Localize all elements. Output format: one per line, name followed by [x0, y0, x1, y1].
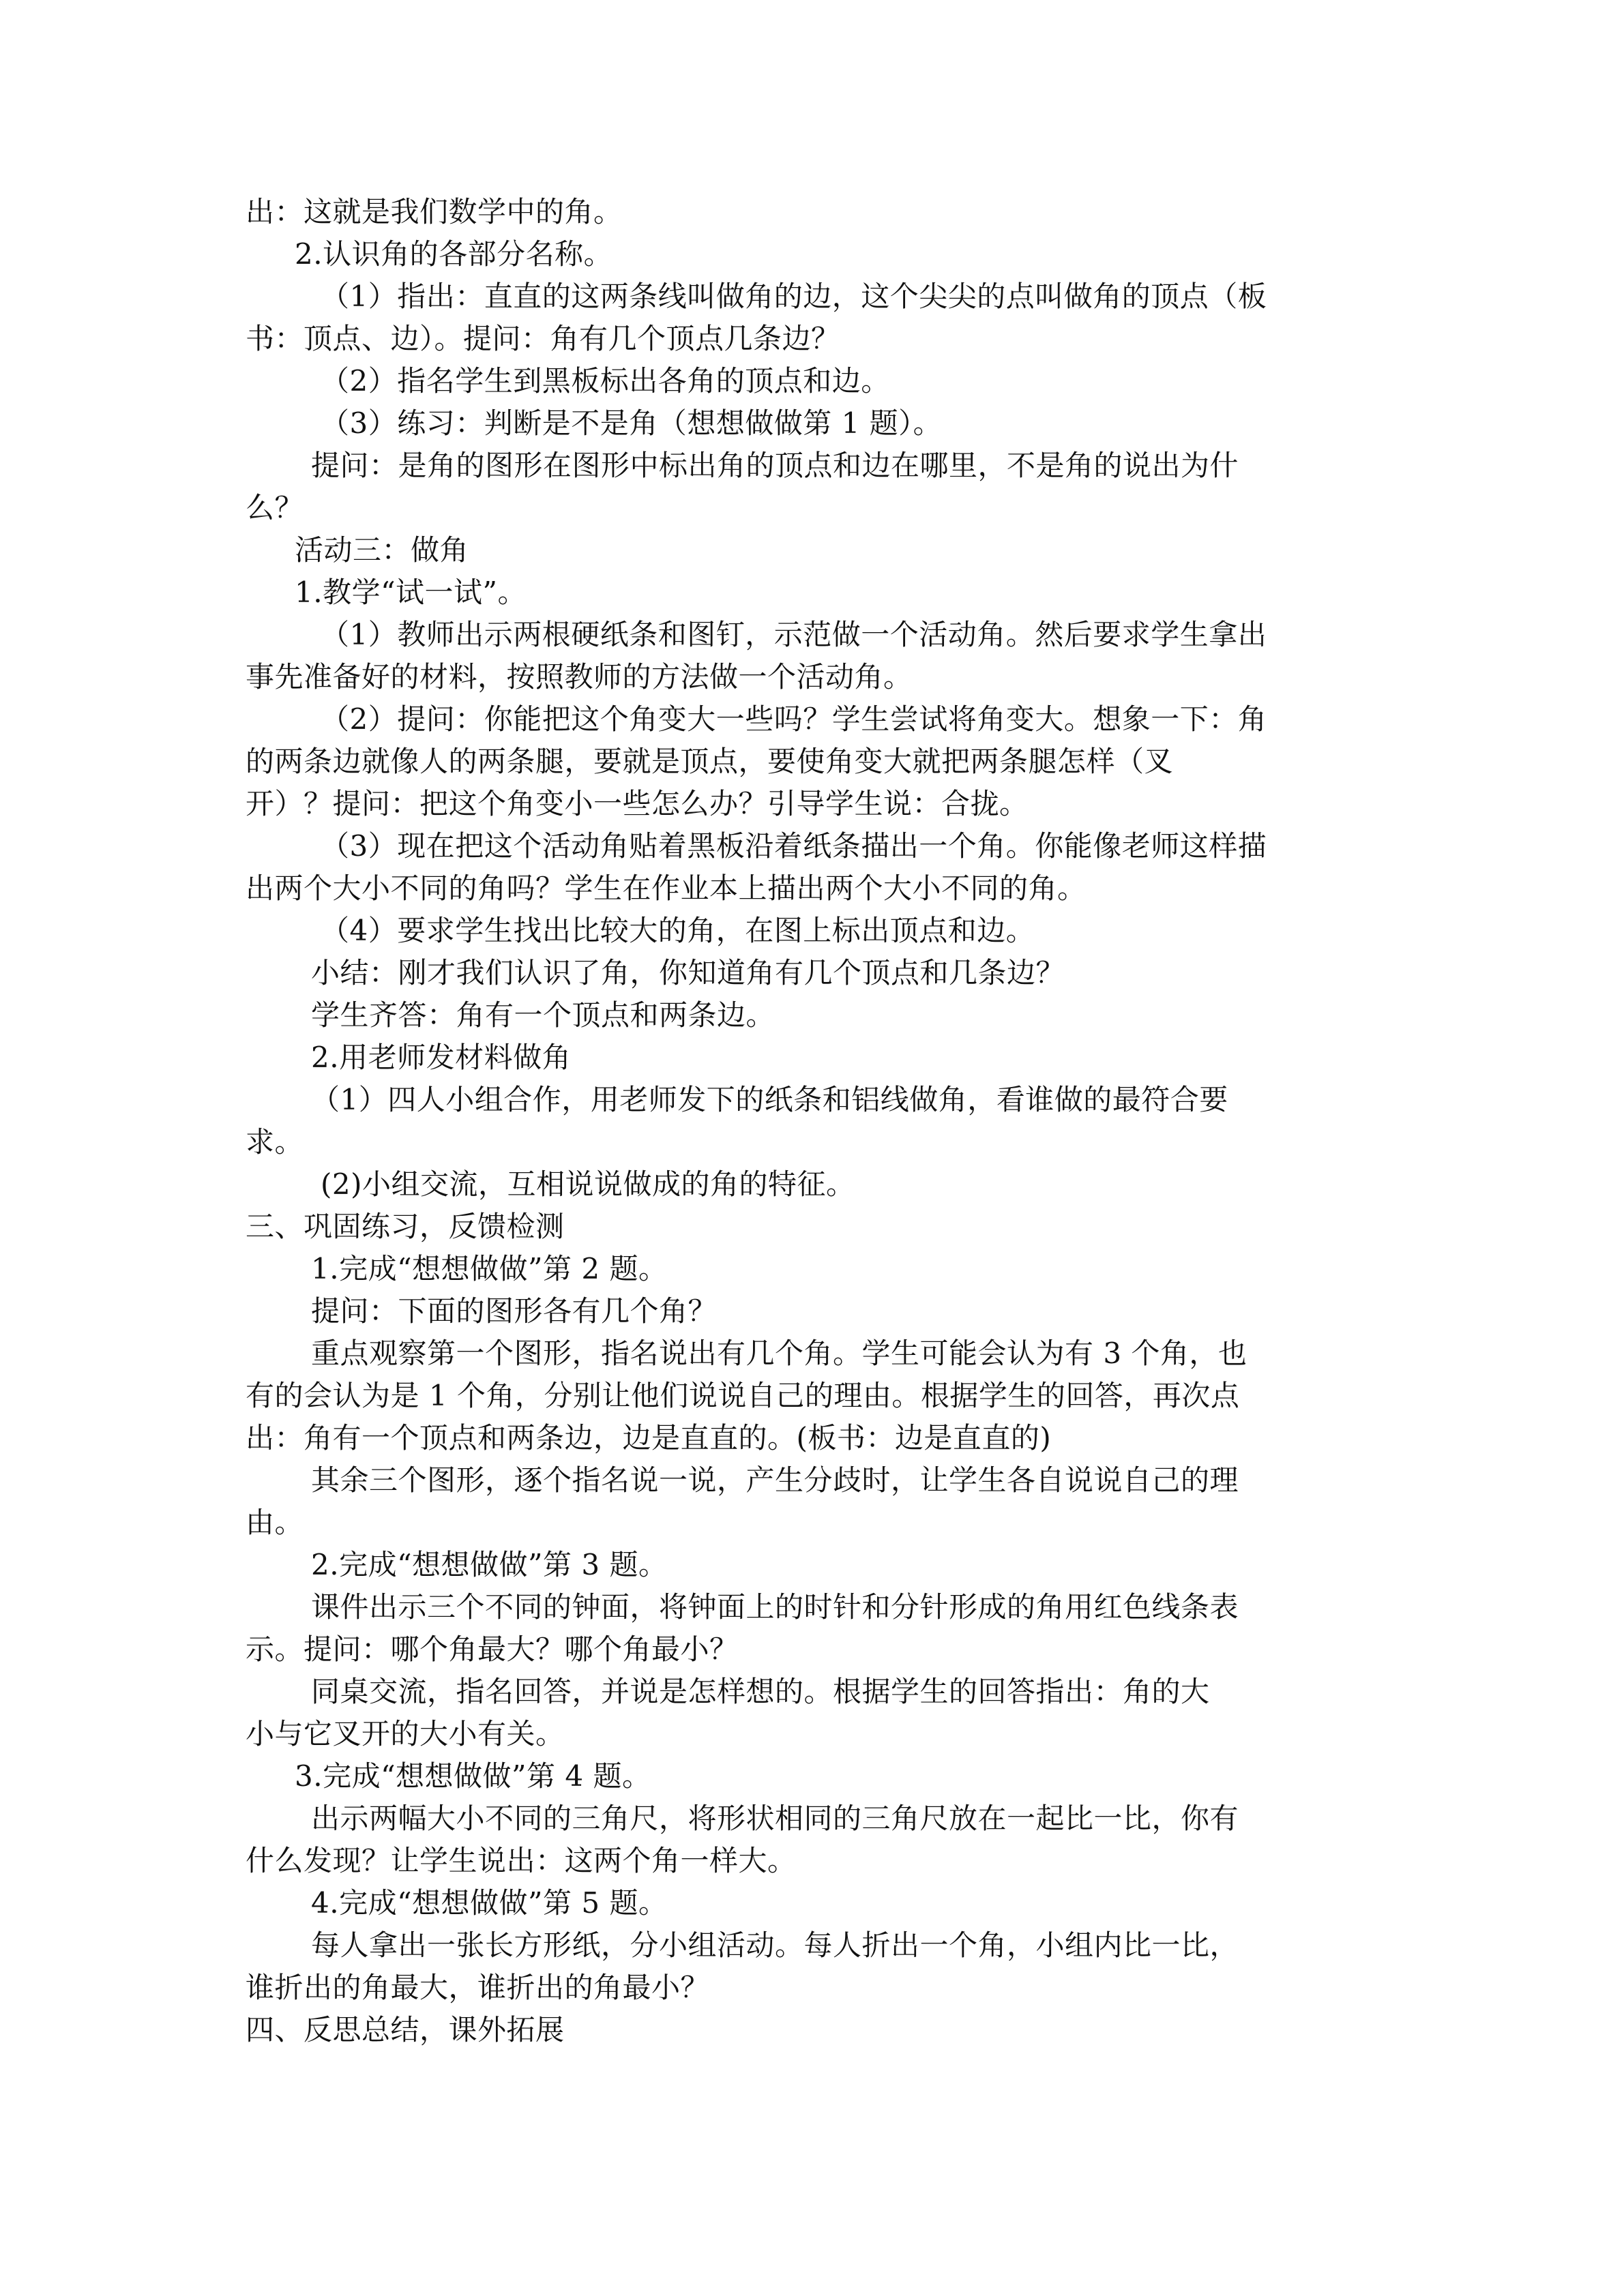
text-line: 出：角有一个顶点和两条边，边是直直的。(板书：边是直直的) — [246, 1421, 1052, 1455]
text-line: 2.完成“想想做做”第 3 题。 — [311, 1548, 668, 1581]
text-line: 3.完成“想想做做”第 4 题。 — [295, 1759, 651, 1793]
text-line: 2.认识角的各部分名称。 — [295, 237, 613, 271]
text-line: （1）指出：直直的这两条线叫做角的边，这个尖尖的点叫做角的顶点（板 — [321, 280, 1267, 313]
text-line: 四、反思总结，课外拓展 — [246, 2013, 565, 2046]
text-line: 小与它叉开的大小有关。 — [246, 1717, 565, 1750]
text-line: 示。提问：哪个角最大？哪个角最小？ — [246, 1632, 739, 1666]
text-line: （1）教师出示两根硬纸条和图钉，示范做一个活动角。然后要求学生拿出 — [321, 618, 1267, 651]
text-line: 三、巩固练习，反馈检测 — [246, 1210, 565, 1243]
text-line: 课件出示三个不同的钟面，将钟面上的时针和分针形成的角用红色线条表 — [311, 1590, 1239, 1624]
text-line: 有的会认为是 1 个角，分别让他们说说自己的理由。根据学生的回答，再次点 — [246, 1379, 1240, 1412]
text-line: （3）现在把这个活动角贴着黑板沿着纸条描出一个角。你能像老师这样描 — [321, 829, 1267, 863]
text-line: 1.完成“想想做做”第 2 题。 — [311, 1252, 668, 1285]
text-line: 由。 — [246, 1506, 304, 1539]
text-line: 1.教学“试一试”。 — [295, 576, 527, 609]
text-line: 每人拿出一张长方形纸，分小组活动。每人折出一个角，小组内比一比， — [311, 1928, 1239, 1962]
text-line: 出：这就是我们数学中的角。 — [246, 195, 623, 228]
text-line: 出两个大小不同的角吗？学生在作业本上描出两个大小不同的角。 — [246, 871, 1087, 905]
text-line: 求。 — [246, 1125, 304, 1159]
text-line: 开）？提问：把这个角变小一些怎么办？引导学生说：合拢。 — [246, 787, 1029, 820]
text-line: 小结：刚才我们认识了角，你知道角有几个顶点和几条边？ — [311, 956, 1065, 989]
text-line: 学生齐答：角有一个顶点和两条边。 — [311, 998, 776, 1032]
text-line: (2)小组交流，互相说说做成的角的特征。 — [321, 1167, 855, 1201]
text-line: （2）指名学生到黑板标出各角的顶点和边。 — [321, 364, 890, 398]
text-line: 重点观察第一个图形，指名说出有几个角。学生可能会认为有 3 个角，也 — [311, 1337, 1247, 1370]
text-line: 什么发现？让学生说出：这两个角一样大。 — [246, 1844, 797, 1877]
text-line: 的两条边就像人的两条腿，要就是顶点，要使角变大就把两条腿怎样（叉 — [246, 745, 1174, 778]
text-line: 同桌交流，指名回答，并说是怎样想的。根据学生的回答指出：角的大 — [311, 1675, 1210, 1708]
text-line: 么？ — [246, 491, 304, 524]
text-line: （4）要求学生找出比较大的角，在图上标出顶点和边。 — [321, 914, 1035, 947]
text-line: （2）提问：你能把这个角变大一些吗？学生尝试将角变大。想象一下：角 — [321, 702, 1267, 736]
text-line: 书：顶点、边）。提问：角有几个顶点几条边？ — [246, 322, 840, 355]
text-line: 4.完成“想想做做”第 5 题。 — [311, 1886, 668, 1920]
text-line: 其余三个图形，逐个指名说一说，产生分歧时，让学生各自说说自己的理 — [311, 1463, 1239, 1497]
text-line: 事先准备好的材料，按照教师的方法做一个活动角。 — [246, 660, 913, 694]
text-line: 出示两幅大小不同的三角尺，将形状相同的三角尺放在一起比一比，你有 — [311, 1802, 1239, 1835]
text-line: （3）练习：判断是不是角（想想做做第 1 题）。 — [321, 406, 943, 440]
text-line: 谁折出的角最大，谁折出的角最小？ — [246, 1971, 710, 2004]
text-line: 提问：是角的图形在图形中标出角的顶点和边在哪里，不是角的说出为什 — [311, 449, 1239, 482]
text-line: 2.用老师发材料做角 — [311, 1041, 572, 1074]
document-body — [246, 191, 1381, 2051]
text-line: （1）四人小组合作，用老师发下的纸条和铝线做角，看谁做的最符合要 — [311, 1083, 1228, 1116]
text-line: 提问：下面的图形各有几个角？ — [311, 1294, 718, 1328]
text-line: 活动三：做角 — [295, 533, 469, 567]
